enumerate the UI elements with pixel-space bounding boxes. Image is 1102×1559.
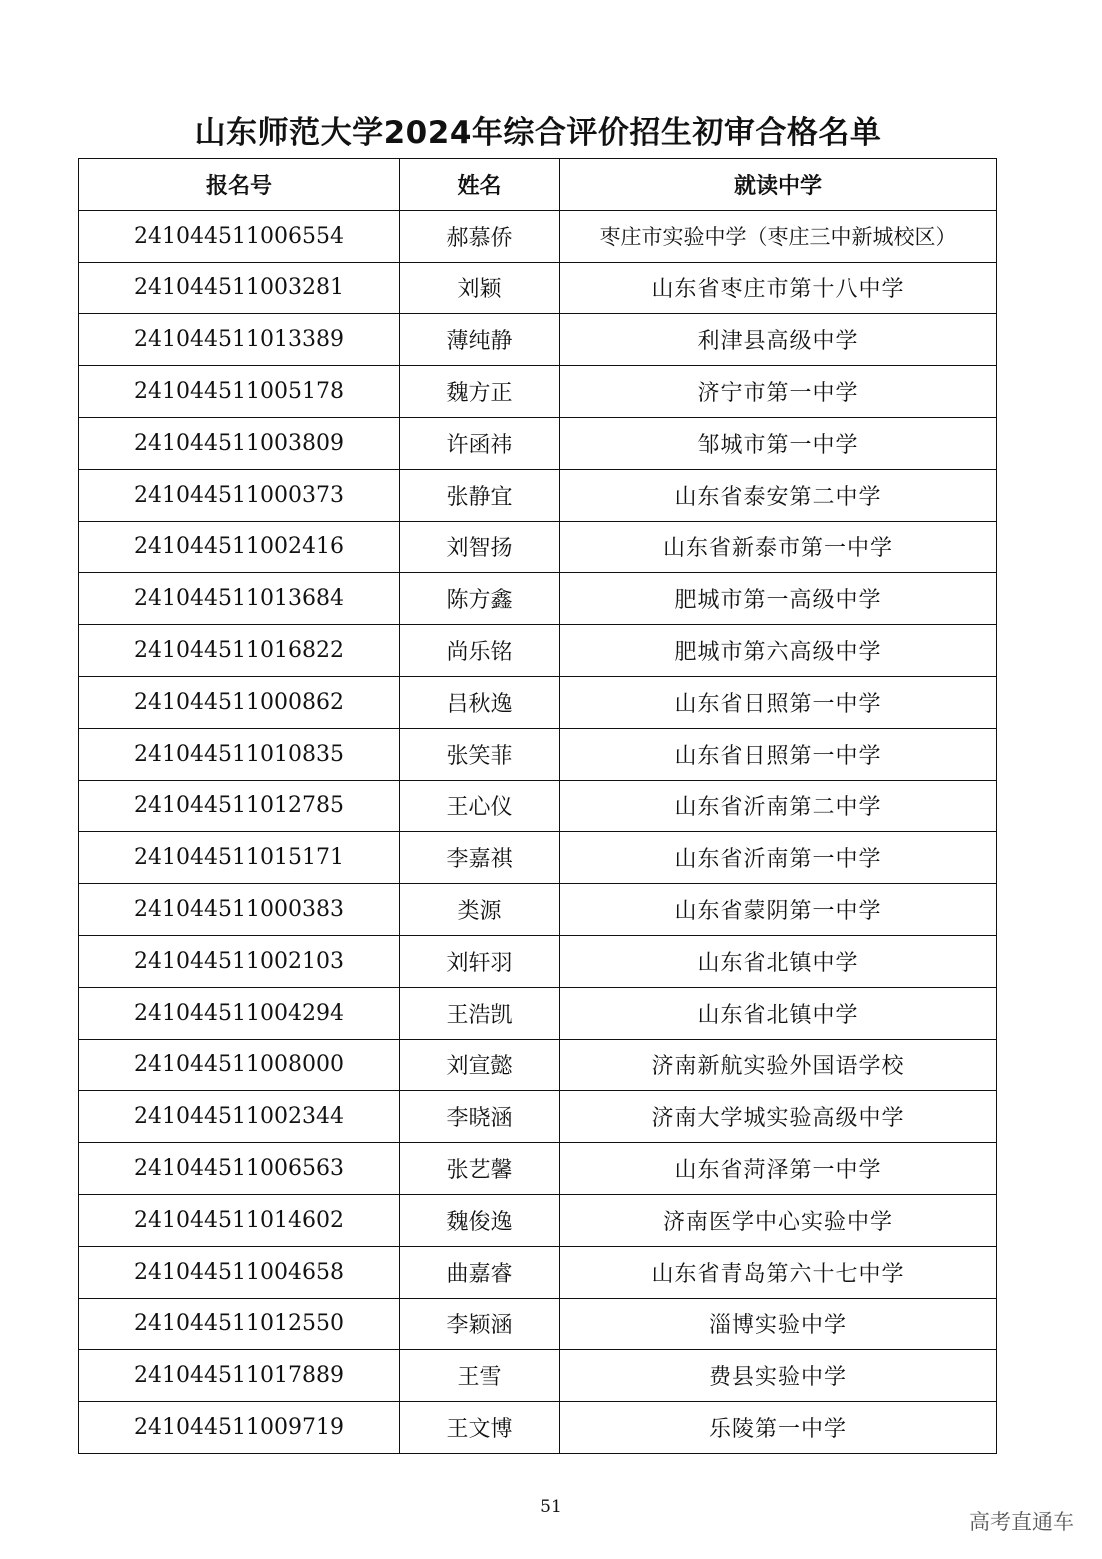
school-cell: 费县实验中学 [560, 1350, 997, 1402]
student-name-cell: 王文博 [400, 1402, 560, 1454]
school-cell: 山东省菏泽第一中学 [560, 1143, 997, 1195]
student-name-cell: 薄纯静 [400, 314, 560, 366]
table-row [79, 573, 997, 625]
school-cell: 山东省蒙阴第一中学 [560, 884, 997, 936]
school-cell: 山东省北镇中学 [560, 935, 997, 987]
table-row [79, 469, 997, 521]
student-name-cell: 王浩凯 [400, 987, 560, 1039]
registration-number-cell: 241044511004658 [79, 1246, 400, 1298]
table-row [79, 935, 997, 987]
table-row [79, 987, 997, 1039]
school-cell: 山东省青岛第六十七中学 [560, 1246, 997, 1298]
table-row [79, 1091, 997, 1143]
registration-number-cell: 241044511003809 [79, 417, 400, 469]
school-cell: 山东省枣庄市第十八中学 [560, 262, 997, 314]
school-cell: 山东省沂南第二中学 [560, 780, 997, 832]
table-row [79, 832, 997, 884]
student-name-cell: 李嘉祺 [400, 832, 560, 884]
student-name-cell: 许函祎 [400, 417, 560, 469]
watermark-text: 高考直通车 [969, 1510, 1074, 1534]
table-header-row [79, 159, 997, 211]
table-row [79, 210, 997, 262]
student-name-cell: 陈方鑫 [400, 573, 560, 625]
school-cell: 济南新航实验外国语学校 [560, 1039, 997, 1091]
school-cell: 济南大学城实验高级中学 [560, 1091, 997, 1143]
school-cell: 山东省沂南第一中学 [560, 832, 997, 884]
table-row [79, 625, 997, 677]
school-cell: 利津县高级中学 [560, 314, 997, 366]
student-name-cell: 魏方正 [400, 366, 560, 418]
registration-number-cell: 241044511017889 [79, 1350, 400, 1402]
registration-number-cell: 241044511014602 [79, 1194, 400, 1246]
document-title: 山东师范大学2024年综合评价招生初审合格名单 [194, 115, 882, 151]
page-number: 51 [540, 1497, 562, 1517]
table-row [79, 262, 997, 314]
school-cell: 山东省日照第一中学 [560, 728, 997, 780]
header-registration-number: 报名号 [79, 159, 400, 211]
registration-number-cell: 241044511002344 [79, 1091, 400, 1143]
school-cell: 乐陵第一中学 [560, 1402, 997, 1454]
student-name-cell: 张笑菲 [400, 728, 560, 780]
student-name-cell: 吕秋逸 [400, 676, 560, 728]
student-name-cell: 刘轩羽 [400, 935, 560, 987]
student-name-cell: 张艺馨 [400, 1143, 560, 1195]
school-cell: 肥城市第六高级中学 [560, 625, 997, 677]
table-row [79, 1350, 997, 1402]
school-cell: 枣庄市实验中学（枣庄三中新城校区） [560, 210, 997, 262]
student-name-cell: 类源 [400, 884, 560, 936]
school-cell: 淄博实验中学 [560, 1298, 997, 1350]
table-row [79, 521, 997, 573]
school-cell: 山东省北镇中学 [560, 987, 997, 1039]
student-name-cell: 李颖涵 [400, 1298, 560, 1350]
registration-number-cell: 241044511006554 [79, 210, 400, 262]
registration-number-cell: 241044511005178 [79, 366, 400, 418]
table-row [79, 780, 997, 832]
student-name-cell: 李晓涵 [400, 1091, 560, 1143]
school-cell: 山东省新泰市第一中学 [560, 521, 997, 573]
table-row [79, 676, 997, 728]
registration-number-cell: 241044511008000 [79, 1039, 400, 1091]
school-cell: 山东省泰安第二中学 [560, 469, 997, 521]
student-name-cell: 刘宣懿 [400, 1039, 560, 1091]
table-row [79, 728, 997, 780]
student-name-cell: 刘颖 [400, 262, 560, 314]
table-row [79, 1246, 997, 1298]
registration-number-cell: 241044511012550 [79, 1298, 400, 1350]
student-name-cell: 张静宜 [400, 469, 560, 521]
registration-number-cell: 241044511003281 [79, 262, 400, 314]
student-name-cell: 魏俊逸 [400, 1194, 560, 1246]
registration-number-cell: 241044511013684 [79, 573, 400, 625]
table-row [79, 366, 997, 418]
header-name: 姓名 [400, 159, 560, 211]
table-row [79, 1402, 997, 1454]
school-cell: 肥城市第一高级中学 [560, 573, 997, 625]
registration-number-cell: 241044511012785 [79, 780, 400, 832]
student-name-cell: 尚乐铭 [400, 625, 560, 677]
table-row [79, 884, 997, 936]
admission-list-table [78, 158, 997, 1454]
registration-number-cell: 241044511010835 [79, 728, 400, 780]
registration-number-cell: 241044511000383 [79, 884, 400, 936]
table-row [79, 417, 997, 469]
registration-number-cell: 241044511000373 [79, 469, 400, 521]
student-name-cell: 王雪 [400, 1350, 560, 1402]
registration-number-cell: 241044511004294 [79, 987, 400, 1039]
student-name-cell: 郝慕侨 [400, 210, 560, 262]
table-row [79, 1143, 997, 1195]
student-name-cell: 刘智扬 [400, 521, 560, 573]
school-cell: 济南医学中心实验中学 [560, 1194, 997, 1246]
registration-number-cell: 241044511002103 [79, 935, 400, 987]
table-row [79, 1298, 997, 1350]
registration-number-cell: 241044511016822 [79, 625, 400, 677]
school-cell: 邹城市第一中学 [560, 417, 997, 469]
table-body [79, 210, 997, 1453]
registration-number-cell: 241044511002416 [79, 521, 400, 573]
table-row [79, 1039, 997, 1091]
school-cell: 山东省日照第一中学 [560, 676, 997, 728]
table-row [79, 314, 997, 366]
registration-number-cell: 241044511000862 [79, 676, 400, 728]
registration-number-cell: 241044511009719 [79, 1402, 400, 1454]
registration-number-cell: 241044511015171 [79, 832, 400, 884]
school-cell: 济宁市第一中学 [560, 366, 997, 418]
header-school: 就读中学 [560, 159, 997, 211]
registration-number-cell: 241044511013389 [79, 314, 400, 366]
student-name-cell: 王心仪 [400, 780, 560, 832]
registration-number-cell: 241044511006563 [79, 1143, 400, 1195]
student-name-cell: 曲嘉睿 [400, 1246, 560, 1298]
table-row [79, 1194, 997, 1246]
